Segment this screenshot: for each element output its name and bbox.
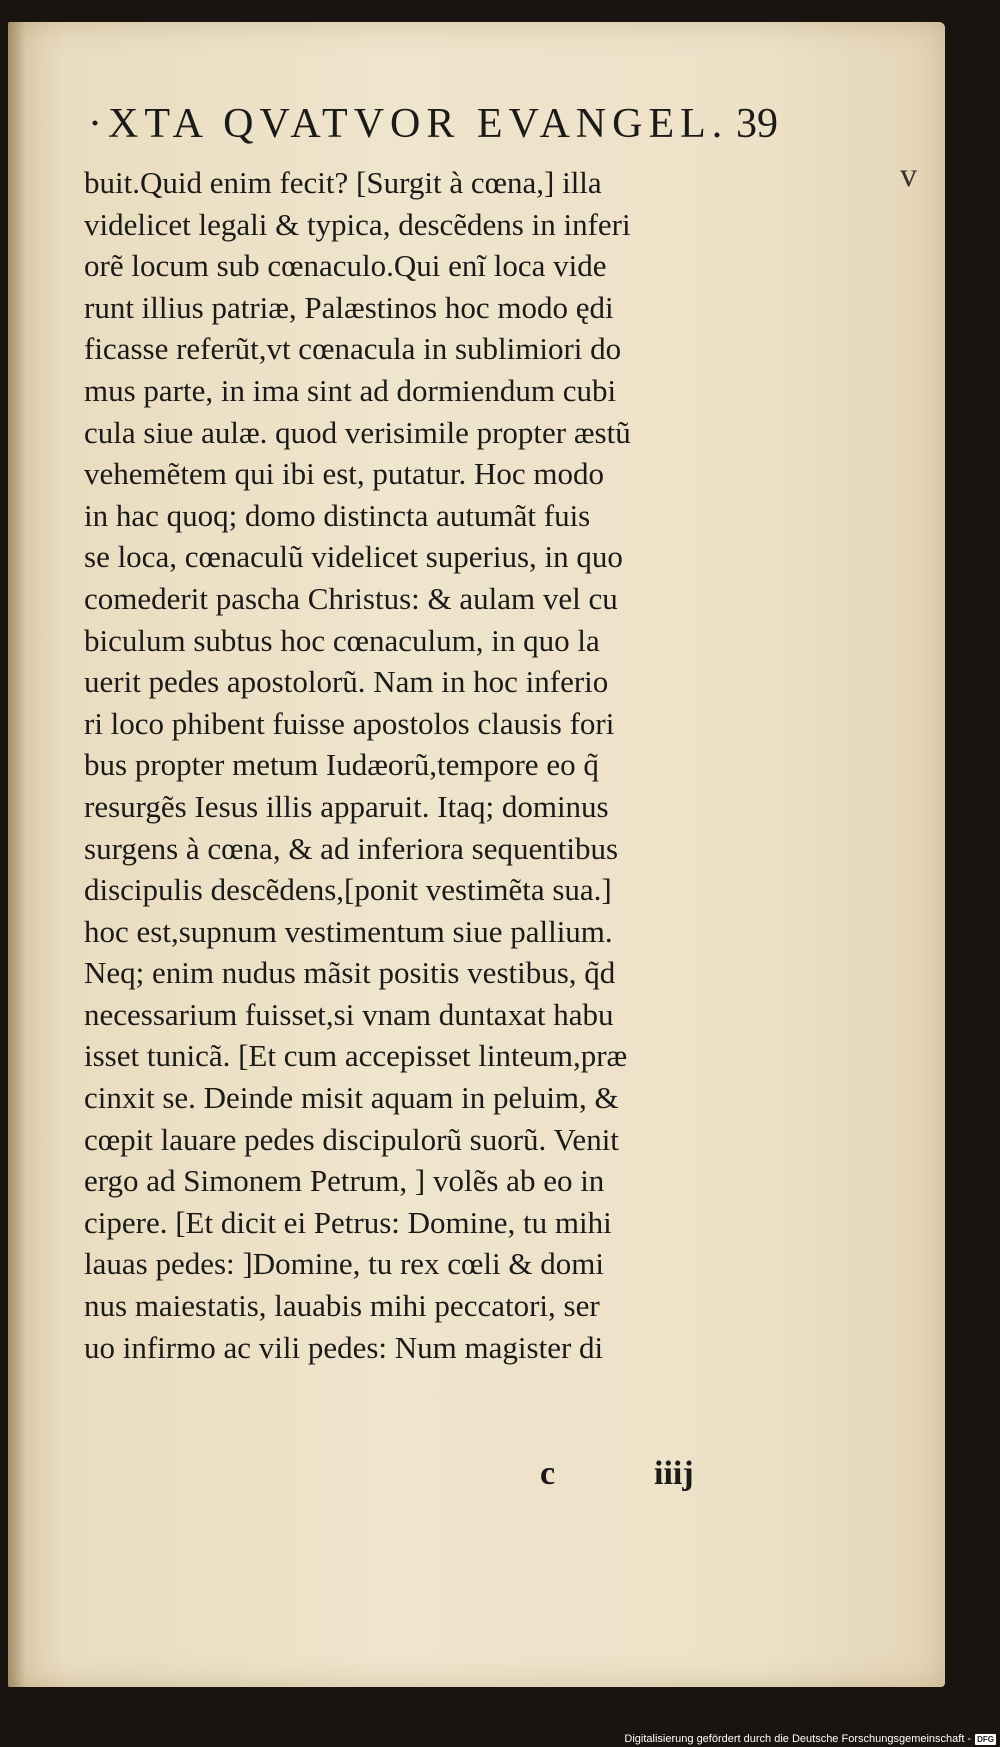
running-head: ·XTA QVATVOR EVANGEL. (88, 101, 729, 147)
book-page (8, 22, 945, 1687)
text-line: cinxit se. Deinde misit aquam in peluim, & (84, 1080, 619, 1116)
page-footer (8, 1455, 945, 1505)
text-line: videlicet legali & typica, descẽdens in inferi (84, 206, 631, 242)
page-header (88, 92, 778, 162)
text-line: isset tunicã. [Et cum accepisset linteum,præ (84, 1038, 628, 1074)
text-line: resurgẽs Iesus illis apparuit. Itaq; dominus (84, 788, 609, 824)
text-line: mus parte, in ima sint ad dormiendum cubi (84, 372, 617, 408)
text-line: uerit pedes apostolorũ. Nam in hoc inferio (84, 664, 609, 700)
text-line: cœpit lauare pedes discipulorũ suorũ. Venit (84, 1121, 619, 1157)
text-line: lauas pedes: ]Domine, tu rex cœli & domi (84, 1246, 604, 1282)
text-line: uo infirmo ac vili pedes: Num magister di (84, 1329, 604, 1365)
text-line: hoc est,supnum vestimentum siue pallium. (84, 913, 613, 949)
body-text (84, 162, 784, 1368)
text-line: cipere. [Et dicit ei Petrus: Domine, tu mihi (84, 1204, 612, 1240)
text-line: ergo ad Simonem Petrum, ] volẽs ab eo in (84, 1163, 605, 1199)
text-line: ficasse referũt,vt cœnacula in sublimiori do (84, 331, 622, 367)
signature-number: iiij (654, 1455, 694, 1492)
credit-text: Digitalisierung gefördert durch die Deutsche Forschungsgemeinschaft - (624, 1733, 972, 1745)
dfg-logo-icon: DFG (977, 1734, 994, 1744)
text-line: biculum subtus hoc cœnaculum, in quo la (84, 622, 600, 658)
text-line: in hac quoq; domo distincta autumãt fuis (84, 497, 591, 533)
text-line: runt illius patriæ, Palæstinos hoc modo ędi (84, 289, 614, 325)
text-line: ri loco phibent fuisse apostolos clausis fori (84, 705, 615, 741)
text-line: orẽ locum sub cœnaculo.Qui enĩ loca vide (84, 248, 607, 284)
text-line: vehemẽtem qui ibi est, putatur. Hoc modo (84, 456, 605, 492)
text-line: necessarium fuisset,si vnam duntaxat habu (84, 996, 614, 1032)
text-line: nus maiestatis, lauabis mihi peccatori, ser (84, 1288, 600, 1324)
folio-number: 39 (736, 101, 778, 147)
margin-annotation: v (900, 157, 917, 194)
text-line: discipulis descẽdens,[ponit vestimẽta sua.] (84, 872, 612, 908)
digitization-credit (624, 1733, 996, 1745)
signature-mark: c (540, 1455, 556, 1492)
text-line: bus propter metum Iudæorũ,tempore eo q̃ (84, 747, 599, 783)
text-line: buit.Quid enim fecit? [Surgit à cœna,] illa (84, 165, 602, 200)
text-line: surgens à cœna, & ad inferiora sequentibus (84, 830, 619, 866)
text-line: cula siue aulæ. quod verisimile propter æstũ (84, 414, 631, 450)
text-line: Neq; enim nudus mãsit positis vestibus, q̃d (84, 955, 616, 991)
text-line: se loca, cœnaculũ videlicet superius, in quo (84, 539, 623, 575)
text-line: comederit pascha Christus: & aulam vel cu (84, 580, 618, 616)
